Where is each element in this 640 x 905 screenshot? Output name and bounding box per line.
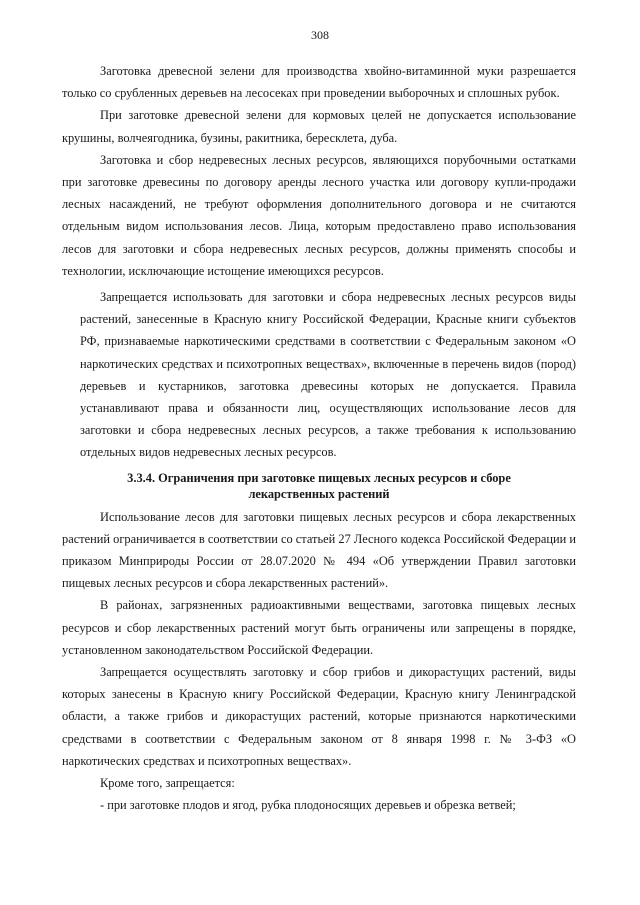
page-number: 308 [311,28,329,42]
paragraph: Кроме того, запрещается: [100,776,235,791]
section-heading-line-1: 3.3.4. Ограничения при заготовке пищевых лесных ресурсов и сборе [127,470,511,485]
paragraph: В районах, загрязненных радиоактивными веществами, заготовка пищевых лесных ресурсов и сбор лекарственных растений могут быть ограничены или запрещены в порядке, установленном законодательством Российской Федерации. [62,598,576,657]
paragraph: Заготовка и сбор недревесных лесных ресурсов, являющихся порубочными остатками при заготовке древесины по договору аренды лесного участка или договору купли-продажи лесных насаждений, не требуют оформления дополнительного договора и не считаются отдельным видом использования лесов. Лица, которым предоставлено право использования лесов для заготовки и сбора недревесных лесных ресурсов, должны применять способы и технологии, исключающие истощение имеющихся ресурсов. [62,152,576,278]
section-heading-line-2: лекарственных растений [248,486,390,501]
list-item: - при заготовке плодов и ягод, рубка плодоносящих деревьев и обрезка ветвей; [100,798,516,813]
paragraph: При заготовке древесной зелени для кормовых целей не допускается использование крушины, волчеягодника, бузины, ракитника, бересклета, дуба. [62,108,576,145]
paragraph: Использование лесов для заготовки пищевых лесных ресурсов и сбора лекарственных растений ограничивается в соответствии со статьей 27 Лесного кодекса Российской Федерации и приказом Минприроды России от 28.07.2020 № 494 «Об утверждении Правил заготовки пищевых лесных ресурсов и сбора лекарственных растений». [62,509,576,591]
section-heading [62,470,576,502]
prohibition-paragraph: Запрещается использовать для заготовки и сбора недревесных лесных ресурсов виды растений, занесенные в Красную книгу Российской Федерации, Красные книги субъектов РФ, признаваемые наркотическими средствами в соответствии с Федеральным законом «О наркотических средствах и психотропных веществах», включенные в перечень видов (пород) деревьев и кустарников, заготовка древесины которых не допускается. Правила устанавливают права и обязанности лиц, осуществляющих использование лесов для заготовки и сбора недревесных лесных ресурсов, а также требования к использованию отдельных видов недревесных лесных ресурсов. [80,290,576,460]
paragraph: Запрещается осуществлять заготовку и сбор грибов и дикорастущих растений, виды которых занесены в Красную книгу Российской Федерации, Красную книгу Ленинградской области, а также грибов и дикорастущих растений, которые признаются наркотическими средствами в соответствии с Федеральным законом от 8 января 1998 г. № 3-ФЗ «О наркотических средствах и психотропных веществах». [62,665,576,768]
document-body [62,60,576,817]
paragraph: Заготовка древесной зелени для производства хвойно-витаминной муки разрешается только со срубленных деревьев на лесосеках при проведении выборочных и сплошных рубок. [62,64,576,101]
